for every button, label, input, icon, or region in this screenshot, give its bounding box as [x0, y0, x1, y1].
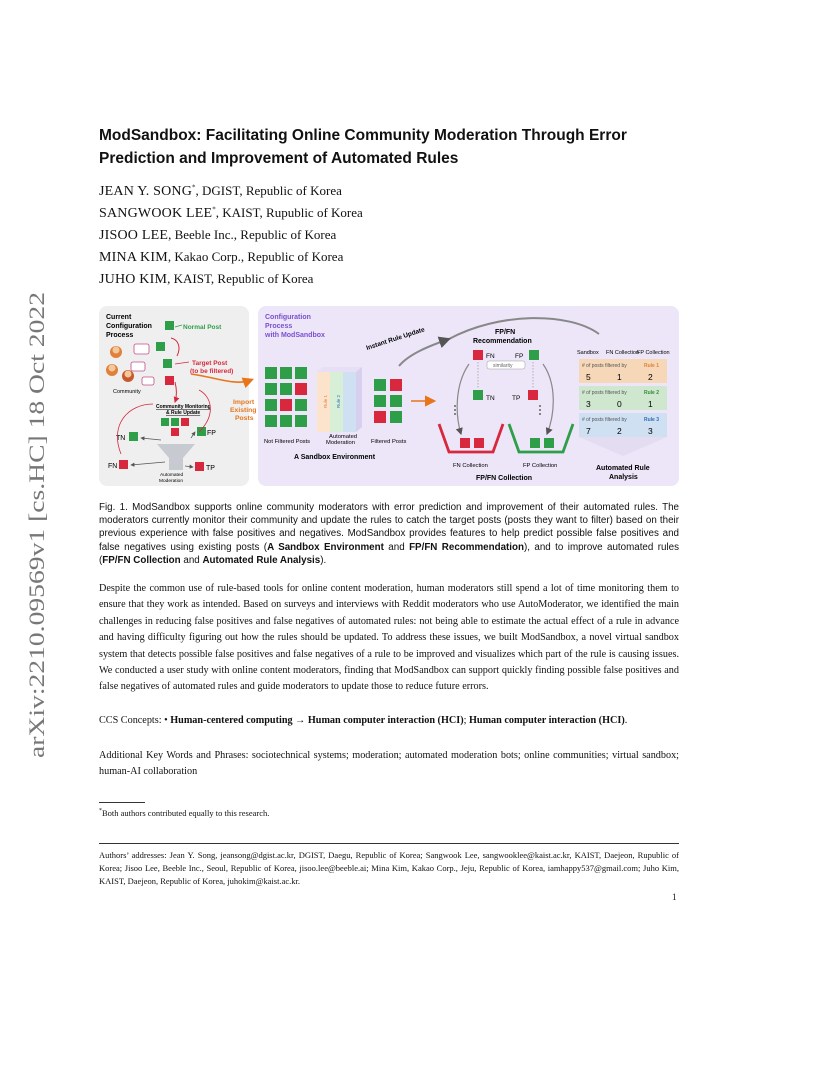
post-square [528, 390, 538, 400]
footnote-text: Both authors contributed equally to this research. [102, 808, 270, 818]
post-square [171, 428, 179, 436]
page-number: 1 [672, 892, 677, 902]
fpfn-rec-title-2: Recommendation [473, 338, 532, 345]
author-5 [99, 271, 313, 288]
author-name: MINA KIM [99, 250, 168, 265]
similarity-label: similarity [493, 363, 513, 369]
analysis-value-fp: 1 [648, 399, 653, 409]
analysis-head-fn: FN Collection [606, 350, 640, 356]
ccs-bullet: • [164, 715, 171, 726]
ccs-sep: ; [463, 715, 469, 726]
analysis-row-label: # of posts filtered by [582, 390, 627, 396]
import-label-1: Import [233, 399, 255, 406]
caption-text: Fig. 1. ModSandbox supports online community moderators with error prediction and improvement of their automated rules. The moderators currently monitor their community and update the rules to catch the target posts (posts they want to filter) based on their previous experience with false positives and negatives. ModSandbox provides features to help predict possible false positives and false negatives using existing posts ( [99, 502, 679, 553]
modsandbox-title-1: Configuration [265, 314, 311, 321]
ccs-concepts [99, 715, 679, 726]
rule-strip-2: Rule 2 [336, 394, 341, 408]
author-affiliation: , DGIST, Republic of Korea [195, 183, 342, 198]
ccs-term: Human computer interaction (HCI) [307, 715, 464, 726]
analysis-value-fn: 0 [617, 399, 622, 409]
rec-fn-label: FN [486, 353, 495, 360]
analysis-row-rule: Rule 1 [644, 363, 660, 369]
author-affiliation: , KAIST, Rupublic of Korea [215, 205, 363, 220]
author-addresses: Authors’ addresses: Jean Y. Song, jeansong@dgist.ac.kr, DGIST, Daegu, Republic of Korea; Sangwook Lee, sangwooklee@kaist.ac.kr, KAIST, Daejeon, Rupublic of Korea; Jisoo Lee, Beeble Inc., Seoul, Republic of Korea, jisoo.lee@beeble.ai; Mina Kim, Kakao Corp., Jeju, Republic of Korea, iamhappy537@gmail.com; Juho Kim, KAIST, Daejeon, Republic of Korea, juhokim@kaist.ac.kr. [99, 850, 679, 886]
modsandbox-title-2: Process [265, 323, 293, 330]
analysis-title-2: Analysis [609, 474, 638, 481]
fpfn-rec-title-1: FP/FN [495, 329, 516, 336]
normal-post-label: Normal Post [183, 324, 222, 331]
author-3 [99, 227, 336, 244]
analysis-value-sandbox: 7 [586, 426, 591, 436]
sandbox-automated-moderation-1: Automated [329, 434, 358, 440]
arxiv-id: arXiv:2210.09569v1 [cs.HC] 18 Oct 2022 [24, 386, 49, 758]
caption-bold: A Sandbox Environment [267, 541, 384, 553]
fn-collection-label: FN Collection [453, 463, 488, 469]
automated-moderation-label-1: Automated [160, 473, 184, 478]
rule-stack [317, 367, 362, 432]
sandbox-environment-label: A Sandbox Environment [294, 454, 376, 461]
caption-bold: FP/FN Collection [102, 554, 181, 566]
caption-text: and [383, 541, 410, 553]
author-4 [99, 249, 343, 266]
ccs-prefix: CCS Concepts: [99, 715, 165, 726]
analysis-value-fn: 2 [617, 426, 622, 436]
post-square [197, 427, 206, 436]
author-name: JUHO KIM [99, 272, 168, 287]
analysis-row-3 [579, 413, 667, 437]
import-label-2: Existing [230, 407, 257, 414]
post-square [171, 418, 179, 426]
post-square [473, 390, 483, 400]
footnote-rule [99, 802, 145, 803]
filtered-posts-label: Filtered Posts [371, 439, 407, 445]
current-process-title-3: Process [106, 332, 134, 339]
post-square [529, 350, 539, 360]
ccs-term: Human computer interaction (HCI) [468, 715, 625, 726]
abstract: Despite the common use of rule-based tools for online content moderation, human moderators still spend a lot of time monitoring them to ensure that they work as intended. Based on surveys and interviews with Reddit moderators who use AutoModerator, we identified the main challenges in reducing false positives and false negatives of automated rules: not being able to estimate the actual effect of a rule in advance and having difficulty figuring out how the rules should be updated. To address these issues, we built ModSandbox, a novel virtual sandbox system that detects possible false positives and false negatives of a rule to be improved and visualizes which part of the rule is causing issues. We conducted a user study with online content moderators, finding that ModSandbox can support quickly finding possible false positives and false negatives of automated rules and guide moderators to update those to reduce future errors. [99, 583, 679, 693]
caption-bold: FP/FN Recommendation [409, 541, 524, 553]
analysis-row-label: # of posts filtered by [582, 363, 627, 369]
paper-title [99, 124, 699, 170]
footnote-mark: * [99, 808, 102, 815]
analysis-head-fp: FP Collection [637, 350, 670, 356]
title-line-2: Prediction and Improvement of Automated Rules [99, 150, 459, 167]
post-square [195, 462, 204, 471]
author-affiliation: , Kakao Corp., Republic of Korea [167, 249, 344, 264]
address-rule [99, 843, 679, 844]
fpfn-collection-title: FP/FN Collection [476, 475, 532, 482]
figure-1 [99, 304, 679, 492]
current-process-title-1: Current [106, 314, 132, 321]
fp-collection-label: FP Collection [523, 463, 558, 469]
monitoring-label-2: & Rule Update [166, 410, 201, 416]
post-square [119, 460, 128, 469]
analysis-value-fn: 1 [617, 372, 622, 382]
analysis-title-1: Automated Rule [596, 465, 650, 472]
import-label-3: Posts [235, 415, 254, 422]
fp-label: FP [207, 430, 216, 437]
caption-text: and [180, 554, 203, 566]
not-filtered-label: Not Filtered Posts [264, 439, 311, 445]
caption-text: ). [320, 554, 327, 566]
post-square [129, 432, 138, 441]
post-square [473, 350, 483, 360]
rec-tn-label: TN [486, 395, 495, 402]
rec-tp-label: TP [512, 395, 521, 402]
target-post-label-1: Target Post [192, 360, 228, 367]
ccs-term: Human-centered computing [170, 715, 293, 726]
analysis-row-rule: Rule 2 [644, 390, 660, 396]
analysis-value-sandbox: 5 [586, 372, 591, 382]
title-line-1: ModSandbox: Facilitating Online Community Moderation Through Error [99, 127, 627, 144]
footnote [99, 808, 269, 818]
analysis-row-rule: Rule 3 [644, 417, 660, 423]
post-square [161, 418, 169, 426]
arxiv-stamp [14, 290, 54, 760]
tp-label: TP [206, 465, 215, 472]
tn-label: TN [116, 435, 126, 442]
author-mark: * [212, 205, 216, 214]
analysis-value-fp: 2 [648, 372, 653, 382]
analysis-row-1 [579, 359, 667, 383]
caption-text: ), and to improve automated rules ( [99, 541, 679, 566]
community-label: Community [113, 389, 141, 395]
author-affiliation: , KAIST, Republic of Korea [167, 271, 314, 286]
sandbox-automated-moderation-2: Moderation [326, 440, 356, 446]
figure-caption [99, 501, 679, 567]
rule-strip-1: Rule 1 [323, 394, 328, 408]
current-process-title-2: Configuration [106, 323, 152, 330]
instant-rule-update-label: Instant Rule Update [365, 326, 426, 352]
post-square [163, 359, 172, 368]
rec-fp-label: FP [515, 353, 524, 360]
analysis-row-2 [579, 386, 667, 410]
ccs-end: . [624, 715, 628, 726]
post-square [165, 376, 174, 385]
ccs-arrow: → [292, 715, 308, 726]
author-2 [99, 205, 363, 222]
author-mark: * [192, 183, 196, 192]
caption-bold: Automated Rule Analysis [202, 554, 321, 566]
analysis-value-fp: 3 [648, 426, 653, 436]
automated-moderation-label-2: Moderation [159, 479, 183, 484]
fn-label: FN [108, 463, 118, 470]
author-1 [99, 183, 342, 200]
author-affiliation: , Beeble Inc., Republic of Korea [168, 227, 337, 242]
author-name: JISOO LEE [99, 228, 169, 243]
normal-post-square [165, 321, 174, 330]
analysis-value-sandbox: 3 [586, 399, 591, 409]
keywords: Additional Key Words and Phrases: sociotechnical systems; moderation; automated moderation bots; online communities; virtual sandbox; human-AI collaboration [99, 750, 679, 778]
monitoring-label-1: Community Monitoring [156, 404, 211, 410]
author-name: JEAN Y. SONG [99, 184, 193, 199]
analysis-row-label: # of posts filtered by [582, 417, 627, 423]
analysis-head-sandbox: Sandbox [577, 350, 599, 356]
target-post-label-2: (to be filtered) [190, 368, 234, 375]
modsandbox-title-3: with ModSandbox [265, 332, 325, 339]
post-square [181, 418, 189, 426]
post-square [156, 342, 165, 351]
author-name: SANGWOOK LEE [99, 206, 213, 221]
